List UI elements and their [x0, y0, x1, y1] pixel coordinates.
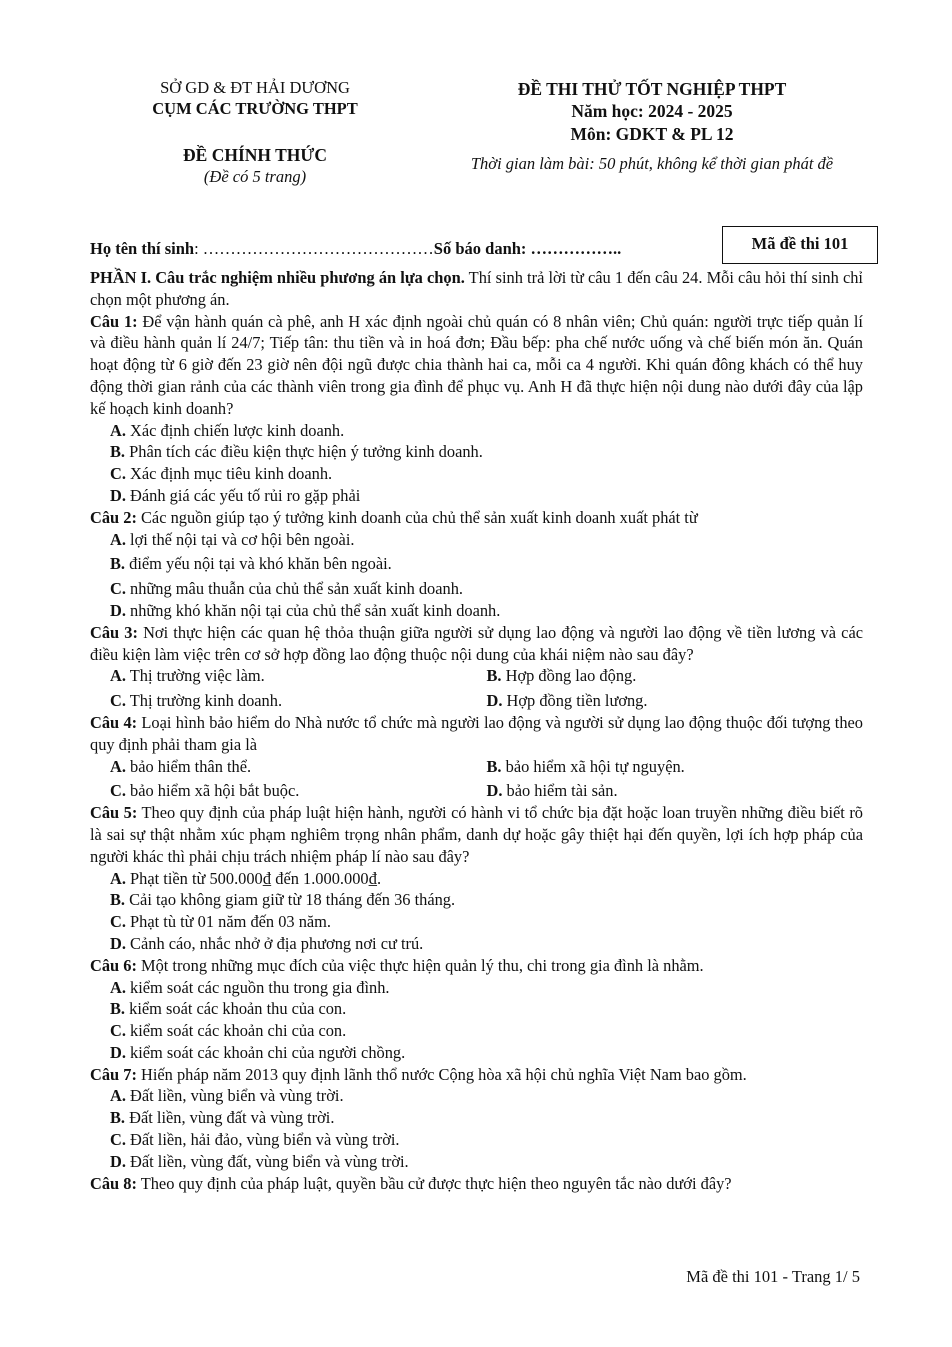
question-3	[90, 622, 863, 666]
option-key: B.	[110, 999, 126, 1019]
option-c	[110, 690, 487, 712]
options-row-1	[90, 665, 863, 687]
question-label: Câu 1:	[90, 311, 138, 331]
option-b	[90, 553, 863, 575]
question-text: Theo quy định của pháp luật, quyền bầu cử được thực hiện theo nguyên tắc nào dưới đây?	[136, 1173, 732, 1193]
cluster-name: CỤM CÁC TRƯỜNG THPT	[152, 99, 358, 118]
option-text: Thị trường kinh doanh.	[125, 691, 283, 711]
option-b	[90, 998, 863, 1020]
options-row-2	[90, 780, 863, 802]
option-key: B.	[110, 442, 126, 462]
option-key: D.	[110, 485, 126, 505]
option-b	[487, 665, 864, 687]
option-text: Đất liền, hải đảo, vùng biển và vùng trời.	[125, 1130, 400, 1150]
question-text: Một trong những mục đích của việc thực hiện quản lý thu, chi trong gia đình là nhằm.	[136, 955, 704, 975]
question-label: Câu 2:	[90, 507, 137, 527]
options-row-1	[90, 756, 863, 778]
option-a	[90, 420, 863, 442]
option-text: Đất liền, vùng biển và vùng trời.	[125, 1086, 344, 1106]
option-c	[90, 1129, 863, 1151]
option-key: B.	[110, 1108, 126, 1128]
department-name: SỞ GD & ĐT HẢI DƯƠNG	[160, 78, 350, 97]
option-key: B.	[486, 666, 502, 686]
option-b	[487, 756, 864, 778]
option-text: điểm yếu nội tại và khó khăn bên ngoài.	[125, 554, 392, 574]
option-key: B.	[486, 756, 502, 776]
name-label: Họ tên thí sinh	[90, 239, 195, 258]
option-key: B.	[110, 890, 126, 910]
option-key: A.	[110, 977, 126, 997]
option-text: bảo hiểm tài sản.	[502, 781, 618, 801]
option-a	[90, 868, 863, 890]
option-text: những mâu thuẫn của chủ thể sản xuất kinh doanh.	[125, 579, 464, 599]
question-label: Câu 4:	[90, 712, 138, 732]
question-6	[90, 955, 863, 977]
option-key: D.	[110, 600, 126, 620]
exam-title: ĐỀ THI THỬ TỐT NGHIỆP THPT	[517, 79, 787, 99]
page-footer: Mã đề thi 101 - Trang 1/ 5	[686, 1267, 860, 1286]
option-text: kiểm soát các khoản thu của con.	[125, 999, 347, 1019]
option-text: bảo hiểm thân thể.	[125, 756, 252, 776]
time-note: Thời gian làm bài: 50 phút, không kể thời gian phát đề	[470, 154, 834, 173]
option-key: C.	[110, 1130, 126, 1150]
option-c	[90, 1020, 863, 1042]
option-key: D.	[110, 1042, 126, 1062]
question-text: Hiến pháp năm 2013 quy định lãnh thổ nước Cộng hòa xã hội chủ nghĩa Việt Nam bao gồm.	[136, 1064, 747, 1084]
option-c	[90, 463, 863, 485]
pages-note: (Đề có 5 trang)	[203, 167, 307, 186]
option-a	[90, 529, 863, 551]
options-row-2	[90, 690, 863, 712]
option-text: những khó khăn nội tại của chủ thể sản xuất kinh doanh.	[125, 600, 501, 620]
option-text: kiểm soát các khoản chi của con.	[125, 1021, 347, 1041]
option-key: D.	[110, 1151, 126, 1171]
question-2	[90, 507, 863, 529]
name-blank: : ……………………………………	[194, 239, 434, 258]
question-1	[90, 311, 863, 420]
option-b	[90, 441, 863, 463]
option-text: Xác định mục tiêu kinh doanh.	[125, 464, 333, 484]
part1-intro	[90, 267, 863, 311]
question-8	[90, 1173, 863, 1195]
option-text: bảo hiểm xã hội bắt buộc.	[125, 781, 300, 801]
school-year: Năm học: 2024 - 2025	[571, 101, 733, 121]
option-d	[90, 933, 863, 955]
option-text: Thị trường việc làm.	[125, 666, 265, 686]
option-a	[110, 756, 487, 778]
option-key: A.	[110, 868, 126, 888]
option-d	[90, 485, 863, 507]
option-text: Đất liền, vùng đất, vùng biển và vùng trời.	[125, 1151, 409, 1171]
option-key: A.	[110, 420, 126, 440]
question-7	[90, 1064, 863, 1086]
option-text: Đánh giá các yếu tố rủi ro gặp phải	[125, 485, 361, 505]
option-text: lợi thế nội tại và cơ hội bên ngoài.	[125, 529, 355, 549]
option-c	[90, 578, 863, 600]
option-b	[90, 889, 863, 911]
option-key: D.	[110, 933, 126, 953]
header-left	[100, 78, 410, 187]
option-key: A.	[110, 529, 126, 549]
question-label: Câu 3:	[90, 622, 138, 642]
option-a	[110, 665, 487, 687]
id-label: Số báo danh: ……………..	[433, 239, 622, 258]
question-text: Loại hình bảo hiểm do Nhà nước tổ chức mà người lao động và người sử dụng lao động thuộc đối tượng theo quy định phải tham gia là	[90, 712, 863, 754]
option-text: Hợp đồng tiền lương.	[502, 691, 648, 711]
option-key: C.	[110, 464, 126, 484]
option-d	[90, 1151, 863, 1173]
option-key: B.	[110, 554, 126, 574]
option-key: A.	[110, 756, 126, 776]
option-text: kiểm soát các khoản chi của người chồng.	[125, 1042, 406, 1062]
question-text: Theo quy định của pháp luật hiện hành, người có hành vi tổ chức bịa đặt hoặc loan truyền những điều biết rõ là sai sự thật nhằm xúc phạm nghiêm trọng nhân phẩm, danh dự hoặc gây thiệt hại đến quyền, lợi ích hợp pháp của người khác thì phải chịu trách nhiệm pháp lí nào sau đây?	[90, 803, 863, 866]
official-label: ĐỀ CHÍNH THỨC	[183, 145, 327, 165]
question-text: Các nguồn giúp tạo ý tưởng kinh doanh của chủ thể sản xuất kinh doanh xuất phát từ	[136, 507, 698, 527]
option-a	[90, 977, 863, 999]
question-5	[90, 802, 863, 867]
exam-body	[90, 267, 863, 1194]
option-d	[90, 600, 863, 622]
option-b	[90, 1107, 863, 1129]
option-key: D.	[486, 691, 503, 711]
option-text: Phân tích các điều kiện thực hiện ý tưởng kinh doanh.	[125, 442, 483, 462]
option-key: C.	[110, 1021, 126, 1041]
part1-instruction: Thí sinh trả lời từ câu 1 đến câu 24. Mỗi câu hỏi thí sinh chỉ chọn một phương án.	[90, 268, 863, 309]
header-right	[438, 78, 866, 175]
question-text: Để vận hành quán cà phê, anh H xác định ngoài chủ quán có 8 nhân viên; Chủ quán: người trực tiếp quản lí và điều hành quản lí 24/7; Tiếp tân: thu tiền và in hoá đơn; Đầu bếp: pha chế nước uống và chế biến món ăn. Quán hoạt động từ 6 giờ đến 23 giờ nên đội ngũ được chia thành hai ca, mỗi ca 4 người. Khi quán đông khách có thể huy động thời gian rảnh của các thành viên trong gia đình để phục vụ. Anh H đã thực hiện nội dung nào dưới đây của lập kế hoạch kinh doanh?	[90, 311, 863, 418]
question-4	[90, 712, 863, 756]
option-key: C.	[110, 579, 126, 599]
option-text: kiểm soát các nguồn thu trong gia đình.	[125, 977, 390, 997]
option-text: Phạt tù từ 01 năm đến 03 năm.	[125, 912, 332, 932]
option-c	[110, 780, 487, 802]
option-d	[487, 780, 864, 802]
option-text: Phạt tiền từ 500.000₫ đến 1.000.000₫.	[125, 868, 382, 888]
option-key: C.	[110, 912, 126, 932]
option-text: bảo hiểm xã hội tự nguyện.	[501, 756, 685, 776]
option-key: C.	[110, 781, 126, 801]
question-text: Nơi thực hiện các quan hệ thỏa thuận giữa người sử dụng lao động và người lao động về tiền lương và các điều kiện làm việc trên cơ sở hợp đồng lao động thuộc nội dung của khái niệm nào sau đây?	[90, 622, 863, 664]
option-key: A.	[110, 1086, 126, 1106]
candidate-line	[90, 238, 621, 260]
option-text: Đất liền, vùng đất và vùng trời.	[125, 1108, 335, 1128]
part1-title: PHẦN I. Câu trắc nghiệm nhiều phương án lựa chọn.	[90, 268, 465, 287]
exam-code-box: Mã đề thi 101	[722, 226, 878, 264]
question-label: Câu 5:	[90, 803, 138, 823]
option-key: D.	[486, 781, 503, 801]
option-a	[90, 1085, 863, 1107]
option-key: A.	[110, 666, 126, 686]
option-d	[487, 690, 864, 712]
question-label: Câu 7:	[90, 1064, 137, 1084]
option-text: Xác định chiến lược kinh doanh.	[125, 420, 345, 440]
option-c	[90, 911, 863, 933]
subject: Môn: GDKT & PL 12	[570, 124, 734, 144]
option-text: Cảnh cáo, nhắc nhở ở địa phương nơi cư trú.	[125, 933, 424, 953]
option-text: Hợp đồng lao động.	[501, 666, 637, 686]
option-text: Cải tạo không giam giữ từ 18 tháng đến 36 tháng.	[125, 890, 456, 910]
question-label: Câu 6:	[90, 955, 137, 975]
option-key: C.	[110, 691, 126, 711]
option-d	[90, 1042, 863, 1064]
question-label: Câu 8:	[90, 1173, 137, 1193]
